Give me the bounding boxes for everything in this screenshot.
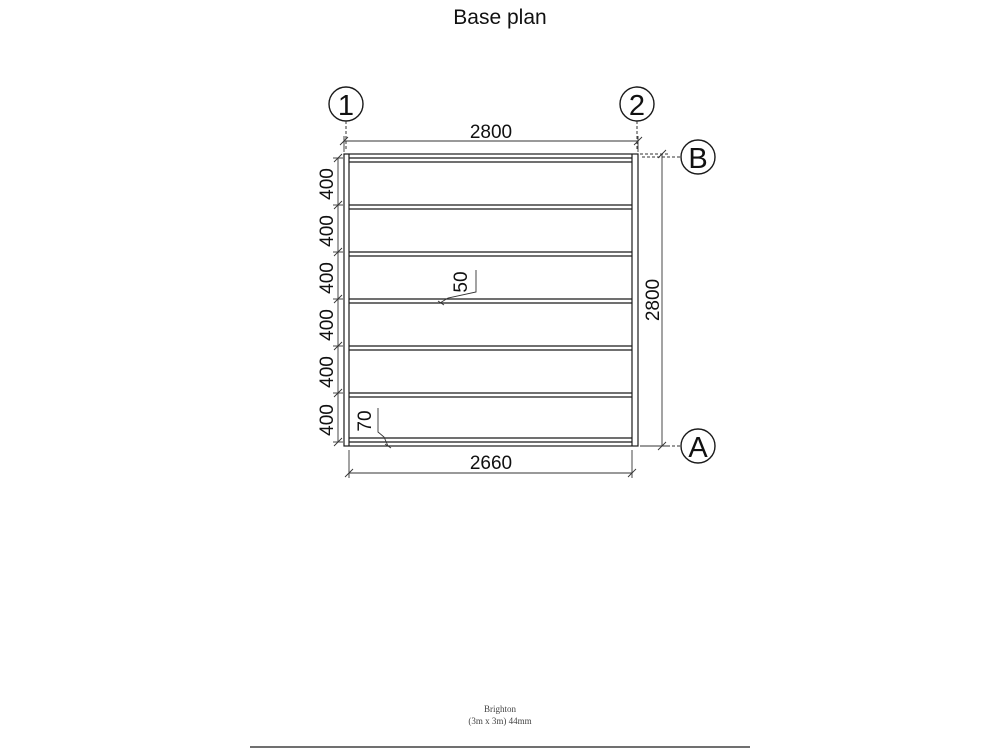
- dim-spacing-label: 400: [317, 168, 338, 200]
- dim-top-label: 2800: [469, 122, 513, 143]
- dim-spacing-label: 400: [317, 404, 338, 436]
- footer-name: Brighton: [483, 704, 516, 714]
- page-title: Base plan: [453, 6, 547, 29]
- note-70-label: 70: [355, 410, 376, 432]
- grid-label-a: A: [688, 432, 708, 464]
- dim-spacing-label: 400: [317, 215, 338, 247]
- note-50-label: 50: [451, 271, 472, 293]
- grid-bubble-a: [642, 429, 715, 464]
- frame-outline: [344, 154, 638, 446]
- dim-spacing-label: 400: [317, 309, 338, 341]
- grid-label-1: 1: [337, 90, 355, 122]
- dim-right-label: 2800: [643, 278, 664, 322]
- grid-label-b: B: [688, 143, 708, 175]
- dim-bottom-label: 2660: [469, 453, 513, 474]
- footer-spec: (3m x 3m) 44mm: [468, 716, 532, 726]
- dim-spacing-label: 400: [317, 262, 338, 294]
- base-frame: [344, 154, 638, 446]
- grid-bubble-b: [642, 140, 715, 175]
- dim-spacing-label: 400: [317, 356, 338, 388]
- grid-label-2: 2: [628, 90, 646, 122]
